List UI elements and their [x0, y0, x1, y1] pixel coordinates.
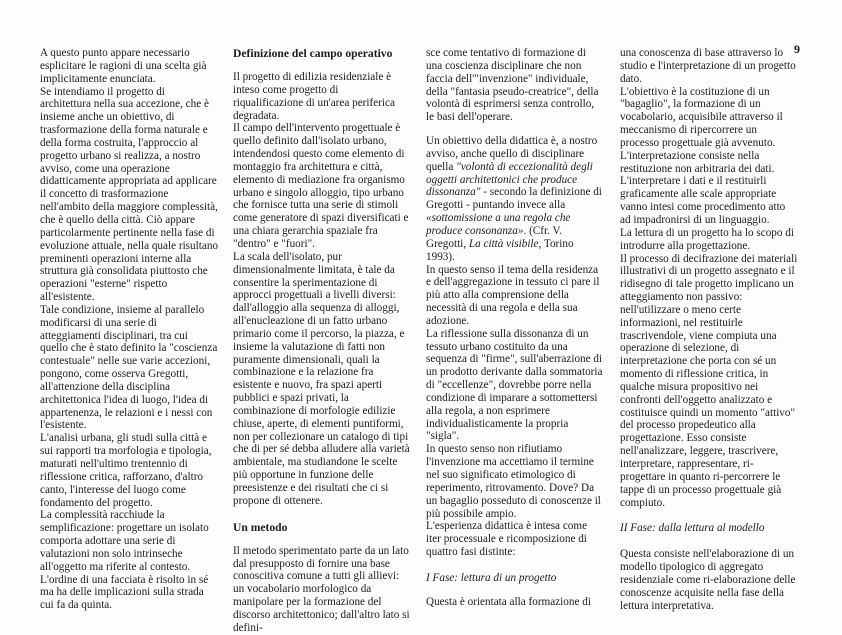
- paragraph: Se intendiamo il progetto di architettura nella sua accezione, che è insieme anche un obiettivo, di trasformazione della forma naturale e della forma costruita, l'approccio al progetto urbano si realizza, a nostro avviso, come una operazione didatticamente appropriata ad applicare il concetto di trasformazione nell'ambito della maggiore complessità, che è quello della città. Ciò appare particolarmente pertinente nella fase di evoluzione attuale, nella quale risultano preminenti operazioni interne alla struttura già consolidata piuttosto che operazioni "esterne" rispetto all'esistente.: [40, 85, 219, 304]
- paragraph: In questo senso il tema della residenza e dell'aggregazione in tessuto ci pare il più atto alla comprensione della necessità di una regola e della sua adozione.: [426, 263, 600, 327]
- paragraph: La complessità racchiude la semplificazione: progettare un isolato comporta adottare una serie di valutazioni non solo intrinseche all'oggetto ma riferite al contesto. L'ordine di una facciata è risolto in sé ma ha delle implicazioni sulla strada cui fa da quinta.: [40, 509, 209, 612]
- quote: "volontà di eccezionalità degli oggetti architettonici che produce dissonanza": [426, 160, 593, 199]
- paragraph: sce come tentativo di formazione di una coscienza disciplinare che non faccia dell'"invenzione" individuale, della "fantasia pseudo-creatrice", della volontà di esprimersi senza controllo, le basi dell'operare.: [426, 47, 599, 124]
- paragraph: Il progetto di edilizia residenziale è inteso come progetto di riqualificazione di un'area periferica degradata.: [233, 71, 395, 122]
- paragraph: In questo senso non rifiutiamo l'invenzione ma accettiamo il termine nel suo significato etimologico di reperimento, ritrovamento. Dove? Da un bagaglio posseduto di conoscenze il più possibile ampio.: [426, 443, 601, 520]
- paragraph: La lettura di un progetto ha lo scopo di introdurre alla progettazione.: [620, 226, 794, 252]
- section-heading: Definizione del campo operativo: [233, 47, 393, 60]
- phase-heading: II Fase: dalla lettura al modello: [620, 522, 765, 535]
- paragraph: Il metodo sperimentato parte da un lato dal presupposto di fornire una base conoscitiva comune a tutti gli allievi: un vocabolario morfologico da manipolare per la formazione del discorso architettonico; dall'altro lato si defini-: [233, 544, 410, 634]
- paragraph: Un obiettivo della didattica è, a nostro avviso, anche quello di disciplinare quella "volontà di eccezionalità degli oggetti architettonici che produce dissonanza" - secondo la definizione di Gregotti - puntando invece alla «sottomissione a una regola che produce consonanza». (Cfr. V. Gregotti, La città visibile, Torino 1993).: [426, 135, 602, 263]
- column-2: [233, 47, 411, 635]
- column-3: [426, 47, 604, 609]
- paragraph: La riflessione sulla dissonanza di un tessuto urbano costituito da una sequenza di "firme", sull'aberrazione di un prodotto derivante dalla sommatoria di "eccellenze", dovrebbe porre nella condizione di imparare a sottomettersi alla regola, a non esprimere individualisticamente la propria "sigla".: [426, 327, 603, 443]
- paragraph: L'interpretazione consiste nella restituzione non arbitraria dei dati. L'interpretare i dati e il restituirli graficamente alle scale appropriate vanno intesi come procedimento atto ad impadronirsi di un linguaggio.: [620, 149, 786, 226]
- quote: «sottomissione a una regola che produce consonanza»: [426, 212, 571, 237]
- paragraph: Il campo dell'intervento progettuale è quello definito dall'isolato urbano, intendendosi questo come elemento di montaggio fra architettura e città, elemento di mediazione fra organismo urbano e singolo alloggio, tipo urbano che fornisce tutta una serie di stimoli come generatore di spazi diversificati e una chiara gerarchia spaziale fra "dentro" e "fuori".: [233, 122, 409, 250]
- page-number: 9: [794, 42, 800, 56]
- paragraph: La scala dell'isolato, pur dimensionalmente limitata, è tale da consentire la sperimentazione di approcci progettuali a livelli diversi: dall'alloggio alla sequenza di alloggi, all'enucleazione di un fatto urbano primario come il percorso, la piazza, e insieme la valutazione di fatti non puramente dimensionali, quali la combinazione e la relazione fra esistente e nuovo, fra spazi aperti pubblici e spazi privati, la combinazione di morfologie edilizie chiuse, aperte, di elementi puntiformi, non per collezionare un catalogo di tipi che di per sé debba alludere alla varietà ambientale, ma studiandone le scelte più opportune in funzione delle preesistenze e dei risultati che ci si propone di ottenere.: [233, 250, 410, 507]
- paragraph: Il processo di decifrazione dei materiali illustrativi di un progetto assegnato e il ridisegno di tale progetto implicano un atteggiamento non passivo: nell'utilizzare o meno certe informazioni, nel restituirle trascrivendole, viene compiuta una operazione di selezione, di interpretazione che porta con sé un momento di riflessione critica, in qualche misura propositivo nei confronti dell'oggetto analizzato e costituisce quindi un momento "attivo" del processo propedeutico alla progettazione. Esso consiste nell'analizzare, leggere, trascrivere, interpretare, rappresentare, ri-progettare in quanto ri-percorrere le tappe di un processo progettuale già compiuto.: [620, 252, 798, 509]
- paragraph: Questa è orientata alla formazione di: [426, 595, 591, 608]
- paragraph: L'analisi urbana, gli studi sulla città e sui rapporti tra morfologia e tipologia, maturati nell'ultimo trentennio di riflessione critica, rafforzano, d'altro canto, l'interesse del luogo come fondamento del progetto.: [40, 432, 212, 509]
- column-4: [620, 47, 798, 612]
- book-title: La città visibile: [468, 237, 539, 250]
- paragraph: Tale condizione, insieme al parallelo modificarsi di una serie di atteggiamenti disciplinari, tra cui quello che è stato definito la "coscienza contestuale" nelle sue varie accezioni, pongono, come osserva Gregotti, all'attenzione della disciplina architettonica l'idea di luogo, l'idea di appartenenza, le relazioni e i nessi con l'esistente.: [40, 303, 218, 432]
- phase-heading: I Fase: lettura di un progetto: [426, 571, 557, 584]
- paragraph: L'esperienza didattica è intesa come iter processuale e ricomposizione di quattro fasi distinte:: [426, 520, 588, 559]
- section-heading: Un metodo: [233, 520, 288, 534]
- column-1: [40, 47, 218, 612]
- paragraph: L'obiettivo è la costituzione di un "bagaglio", la formazione di un vocabolario, acquisibile attraverso il meccanismo di ripercorrere un processo progettuale già avvenuto.: [620, 85, 783, 149]
- paragraph: una conoscenza di base attraverso lo studio e l'interpretazione di un progetto dato.: [620, 47, 796, 85]
- paragraph: A questo punto appare necessario esplicitare le ragioni di una scelta già implicitamente enunciata.: [40, 47, 207, 85]
- paragraph: Questa consiste nell'elaborazione di un modello tipologico di aggregato residenziale come ri-elaborazione delle conoscenze acquisite nella fase della lettura interpretativa.: [620, 548, 796, 612]
